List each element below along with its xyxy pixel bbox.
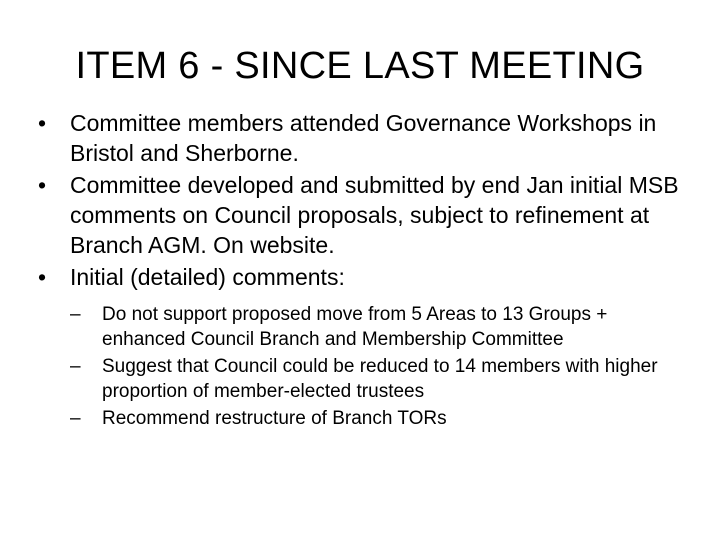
bullet-text: Committee members attended Governance Workshops in Bristol and Sherborne. [70, 110, 657, 166]
sub-bullet-item-2 [70, 354, 688, 404]
bullet-mark: • [38, 110, 47, 136]
bullet-item-3 [38, 262, 688, 292]
sub-bullet-mark: – [70, 408, 81, 429]
bullet-mark: • [38, 172, 47, 198]
slide-title: ITEM 6 - SINCE LAST MEETING [75, 45, 645, 87]
sub-bullet-text: Recommend restructure of Branch TORs [102, 408, 447, 429]
bullet-text: Initial (detailed) comments: [70, 264, 345, 290]
slide-body [38, 108, 688, 433]
sub-bullet-item-1 [70, 302, 688, 352]
sub-bullet-mark: – [70, 304, 81, 325]
sub-bullet-text: Do not support proposed move from 5 Areas to 13 Groups + enhanced Council Branch and Membership Committee [102, 304, 608, 350]
bullet-text: Committee developed and submitted by end Jan initial MSB comments on Council proposals, subject to refinement at Branch AGM. On website. [70, 172, 679, 258]
sub-bullet-text: Suggest that Council could be reduced to 14 members with higher proportion of member-elected trustees [102, 356, 658, 402]
bullet-mark: • [38, 264, 47, 290]
bullet-item-2 [38, 170, 688, 260]
sub-bullet-item-3 [70, 406, 688, 431]
bullet-item-1 [38, 108, 688, 168]
sub-bullet-mark: – [70, 356, 81, 377]
sub-bullet-list [38, 302, 688, 431]
